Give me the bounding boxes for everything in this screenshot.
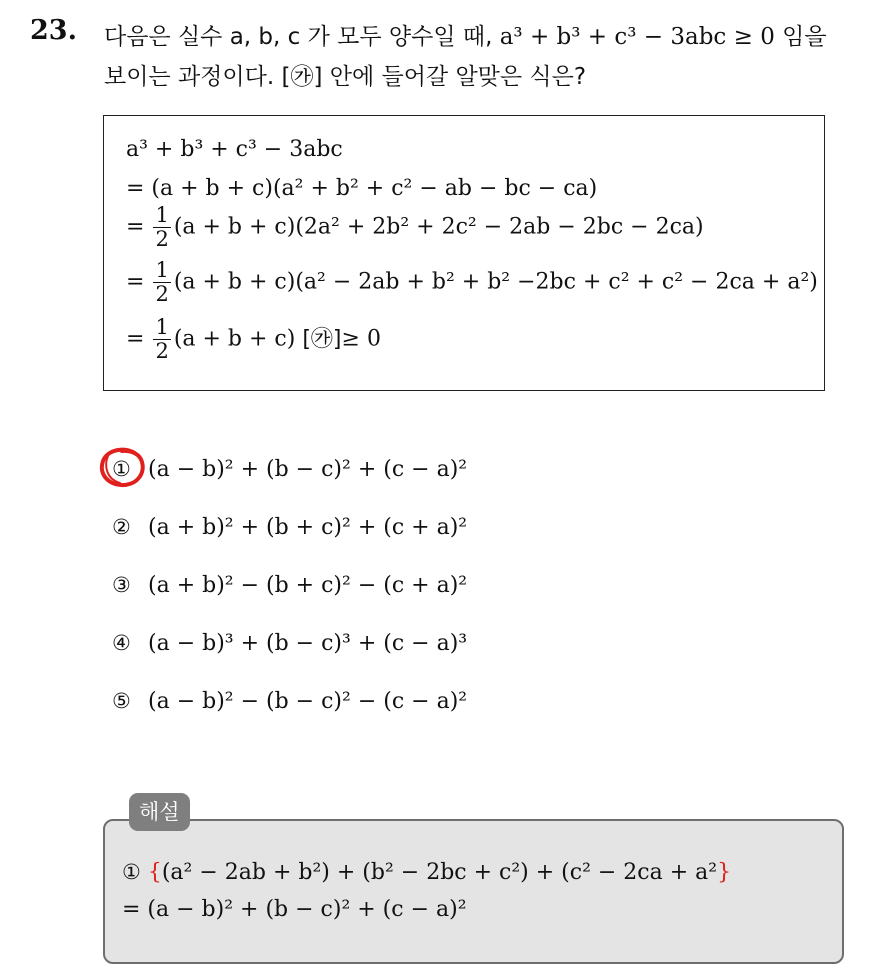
blank-label: [㉮] [281, 64, 323, 90]
option-expression: (a + b)² + (b + c)² + (c + a)² [148, 515, 468, 540]
question-inequality: a³ + b³ + c³ − 3abc ≥ 0 [499, 24, 775, 50]
solution-tag: 해설 [129, 793, 190, 831]
close-brace: } [717, 860, 732, 885]
option-2[interactable] [112, 515, 467, 540]
question-line-2-start: 보이는 과정이다. [104, 64, 282, 90]
answer-mark-circle-icon [98, 445, 150, 491]
option-number: ② [112, 515, 131, 539]
half-fraction: $\frac{1}{2}$ [155, 315, 169, 363]
option-number: ① [112, 457, 131, 481]
question-number: 23. [30, 15, 77, 46]
proof-line-3: = $\frac{1}{2}$ (a + b + c)(2a² + 2b² + 2c² − 2ab − 2bc − 2ca) [126, 203, 704, 251]
option-expression: (a − b)³ + (b − c)³ + (c − a)³ [148, 631, 468, 656]
option-number: ③ [112, 573, 131, 597]
solution-expression: (a² − 2ab + b²) + (b² − 2bc + c²) + (c² − 2ca + a² [161, 860, 718, 885]
open-brace: { [147, 860, 162, 885]
question-line-2 [104, 58, 586, 91]
solution-box [103, 819, 844, 964]
proof-line-2: = (a + b + c)(a² + b² + c² − ab − bc − ca) [126, 176, 598, 201]
proof-line-4: = $\frac{1}{2}$ (a + b + c)(a² − 2ab + b² + b² −2bc + c² + c² − 2ca + a²) [126, 258, 818, 306]
question-line-1-end: 임을 [774, 24, 827, 50]
question-line-2-end: 안에 들어갈 알맞은 식은? [322, 64, 587, 90]
option-number: ④ [112, 631, 131, 655]
solution-number: ① [122, 860, 141, 884]
proof-line-5: = $\frac{1}{2}$ (a + b + c) [㉮]≥ 0 [126, 315, 381, 363]
option-4[interactable] [112, 631, 467, 656]
half-fraction: $\frac{1}{2}$ [155, 258, 169, 306]
option-number: ⑤ [112, 689, 131, 713]
option-expression: (a + b)² − (b + c)² − (c + a)² [148, 573, 468, 598]
solution-line-2: = (a − b)² + (b − c)² + (c − a)² [122, 897, 467, 922]
option-1[interactable] [112, 457, 467, 482]
option-5[interactable] [112, 689, 467, 714]
option-3[interactable] [112, 573, 467, 598]
proof-line-1: a³ + b³ + c³ − 3abc [126, 137, 343, 162]
question-line-1-text: 다음은 실수 a, b, c 가 모두 양수일 때, [104, 24, 500, 50]
solution-line-1 [122, 860, 731, 885]
blank-box: [㉮] [302, 326, 342, 352]
question-line-1 [104, 18, 827, 51]
option-expression: (a − b)² + (b − c)² + (c − a)² [148, 457, 468, 482]
option-expression: (a − b)² − (b − c)² − (c − a)² [148, 689, 468, 714]
half-fraction: $\frac{1}{2}$ [155, 203, 169, 251]
